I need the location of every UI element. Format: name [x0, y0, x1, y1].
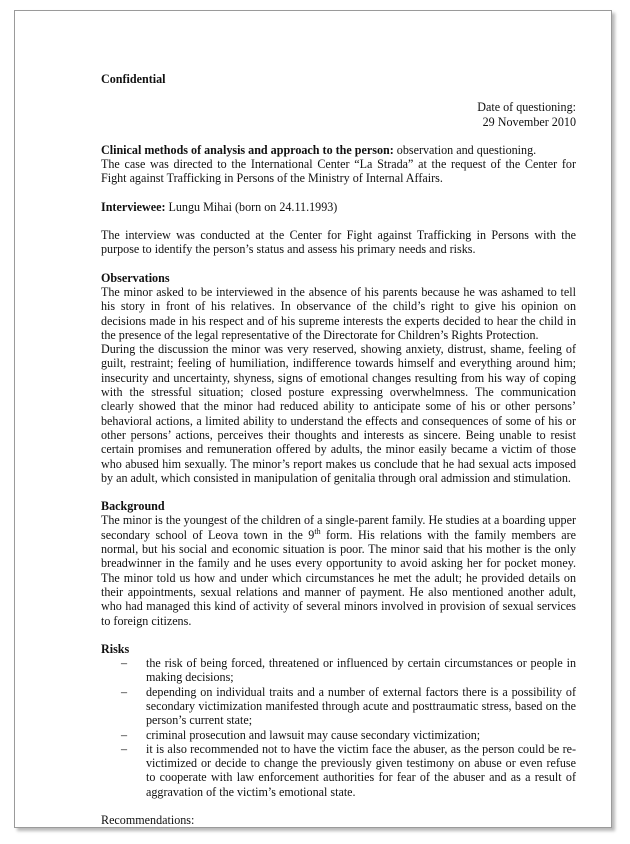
risk-item: – it is also recommended not to have the victim face the abuser, as the person could be re-victimized or decide to change the previously given testimony on abuse or even refuse to cooperate with law enforcement authorities for fear of the abuser and as a result of aggravation of the victim’s emotional state. [121, 741, 576, 799]
clinical-methods-heading: Clinical methods of analysis and approach to the person: [101, 142, 394, 157]
background-paragraph: The minor is the youngest of the children of a single-parent family. He studies at a boarding upper secondary school of Leova town in the 9th form. His relations with the family members are normal, but his social and economic situation is poor. The minor said that his mother is the only breadwinner in the family and he uses every opportunity to avoid asking her for pocket money. The minor told us how and under which circumstances he met the adult; he provided details on their appointments, sexual relations and manner of payment. He also mentioned another adult, who had managed this kind of activity of several minors involved in provision of sexual services to foreign citizens. [101, 513, 576, 628]
dash-bullet: – [121, 741, 128, 756]
date-label: Date of questioning: [477, 100, 576, 115]
risk-item: – criminal prosecution and lawsuit may cause secondary victimization; [121, 727, 481, 742]
clinical-methods-text: observation and questioning. [393, 142, 537, 157]
dash-bullet: – [121, 656, 128, 671]
background-heading: Background [101, 499, 165, 514]
observations-heading: Observations [101, 270, 170, 285]
case-text: The case was directed to the International Center “La Strada” at the request of the Center for Fight against Trafficking in Persons of the Ministry of Internal Affairs. [101, 157, 576, 186]
interviewee-value: Lungu Mihai (born on 24.11.1993) [165, 199, 338, 214]
date-value: 29 November 2010 [482, 114, 576, 129]
clinical-methods-line [101, 143, 576, 157]
observations-paragraph-1: The minor asked to be interviewed in the absence of his parents because he was ashamed to tell his story in front of his relatives. In observance of the child’s right to give his opinion on decisions made in his respect and of his supreme interests the experts decided to hear the child in the presence of the legal representative of the Directorate for Children’s Rights Protection. [101, 284, 576, 342]
document-page [14, 10, 612, 828]
recommendations-label: Recommendations: [101, 813, 195, 828]
dash-bullet: – [121, 727, 128, 742]
risk-item: – depending on individual traits and a number of external factors there is a possibility of secondary victimization manifested through acute and posttraumatic stress, based on the person’s current state; [121, 684, 576, 728]
risks-heading: Risks [101, 641, 130, 656]
confidential-heading: Confidential [101, 72, 166, 86]
risks-list [101, 656, 576, 799]
interviewee-label: Interviewee: [101, 199, 166, 214]
document-body [101, 72, 576, 827]
dash-bullet: – [121, 684, 128, 699]
observations-paragraph-2: During the discussion the minor was very reserved, showing anxiety, distrust, shame, feeling of guilt, restraint; feeling of humiliation, indifference towards himself and everything around him; insecurity and uncertainty, shyness, signs of emotional changes resulting from his way of coping with the stressful situation; closed posture expressing overwhelmness. The communication clearly showed that the minor had reduced ability to anticipate some of his or other persons’ behavioral actions, a limited ability to understand the effects and consequences of some of his or other persons’ actions, perceives their thoughts and interests as sincere. Being unable to resist certain promises and remuneration offered by adults, the minor easily became a victim of those who abused him sexually. The minor’s report makes us conclude that he had sexual acts imposed by an adult, which consisted in manipulation of genitalia through oral admission and stimulation. [101, 342, 576, 485]
interviewee-line [101, 200, 576, 214]
risk-item: – the risk of being forced, threatened or influenced by certain circumstances or people in making decisions; [121, 656, 576, 685]
interview-text: The interview was conducted at the Center for Fight against Trafficking in Persons with the purpose to identify the person’s status and assess his primary needs and risks. [101, 228, 576, 257]
